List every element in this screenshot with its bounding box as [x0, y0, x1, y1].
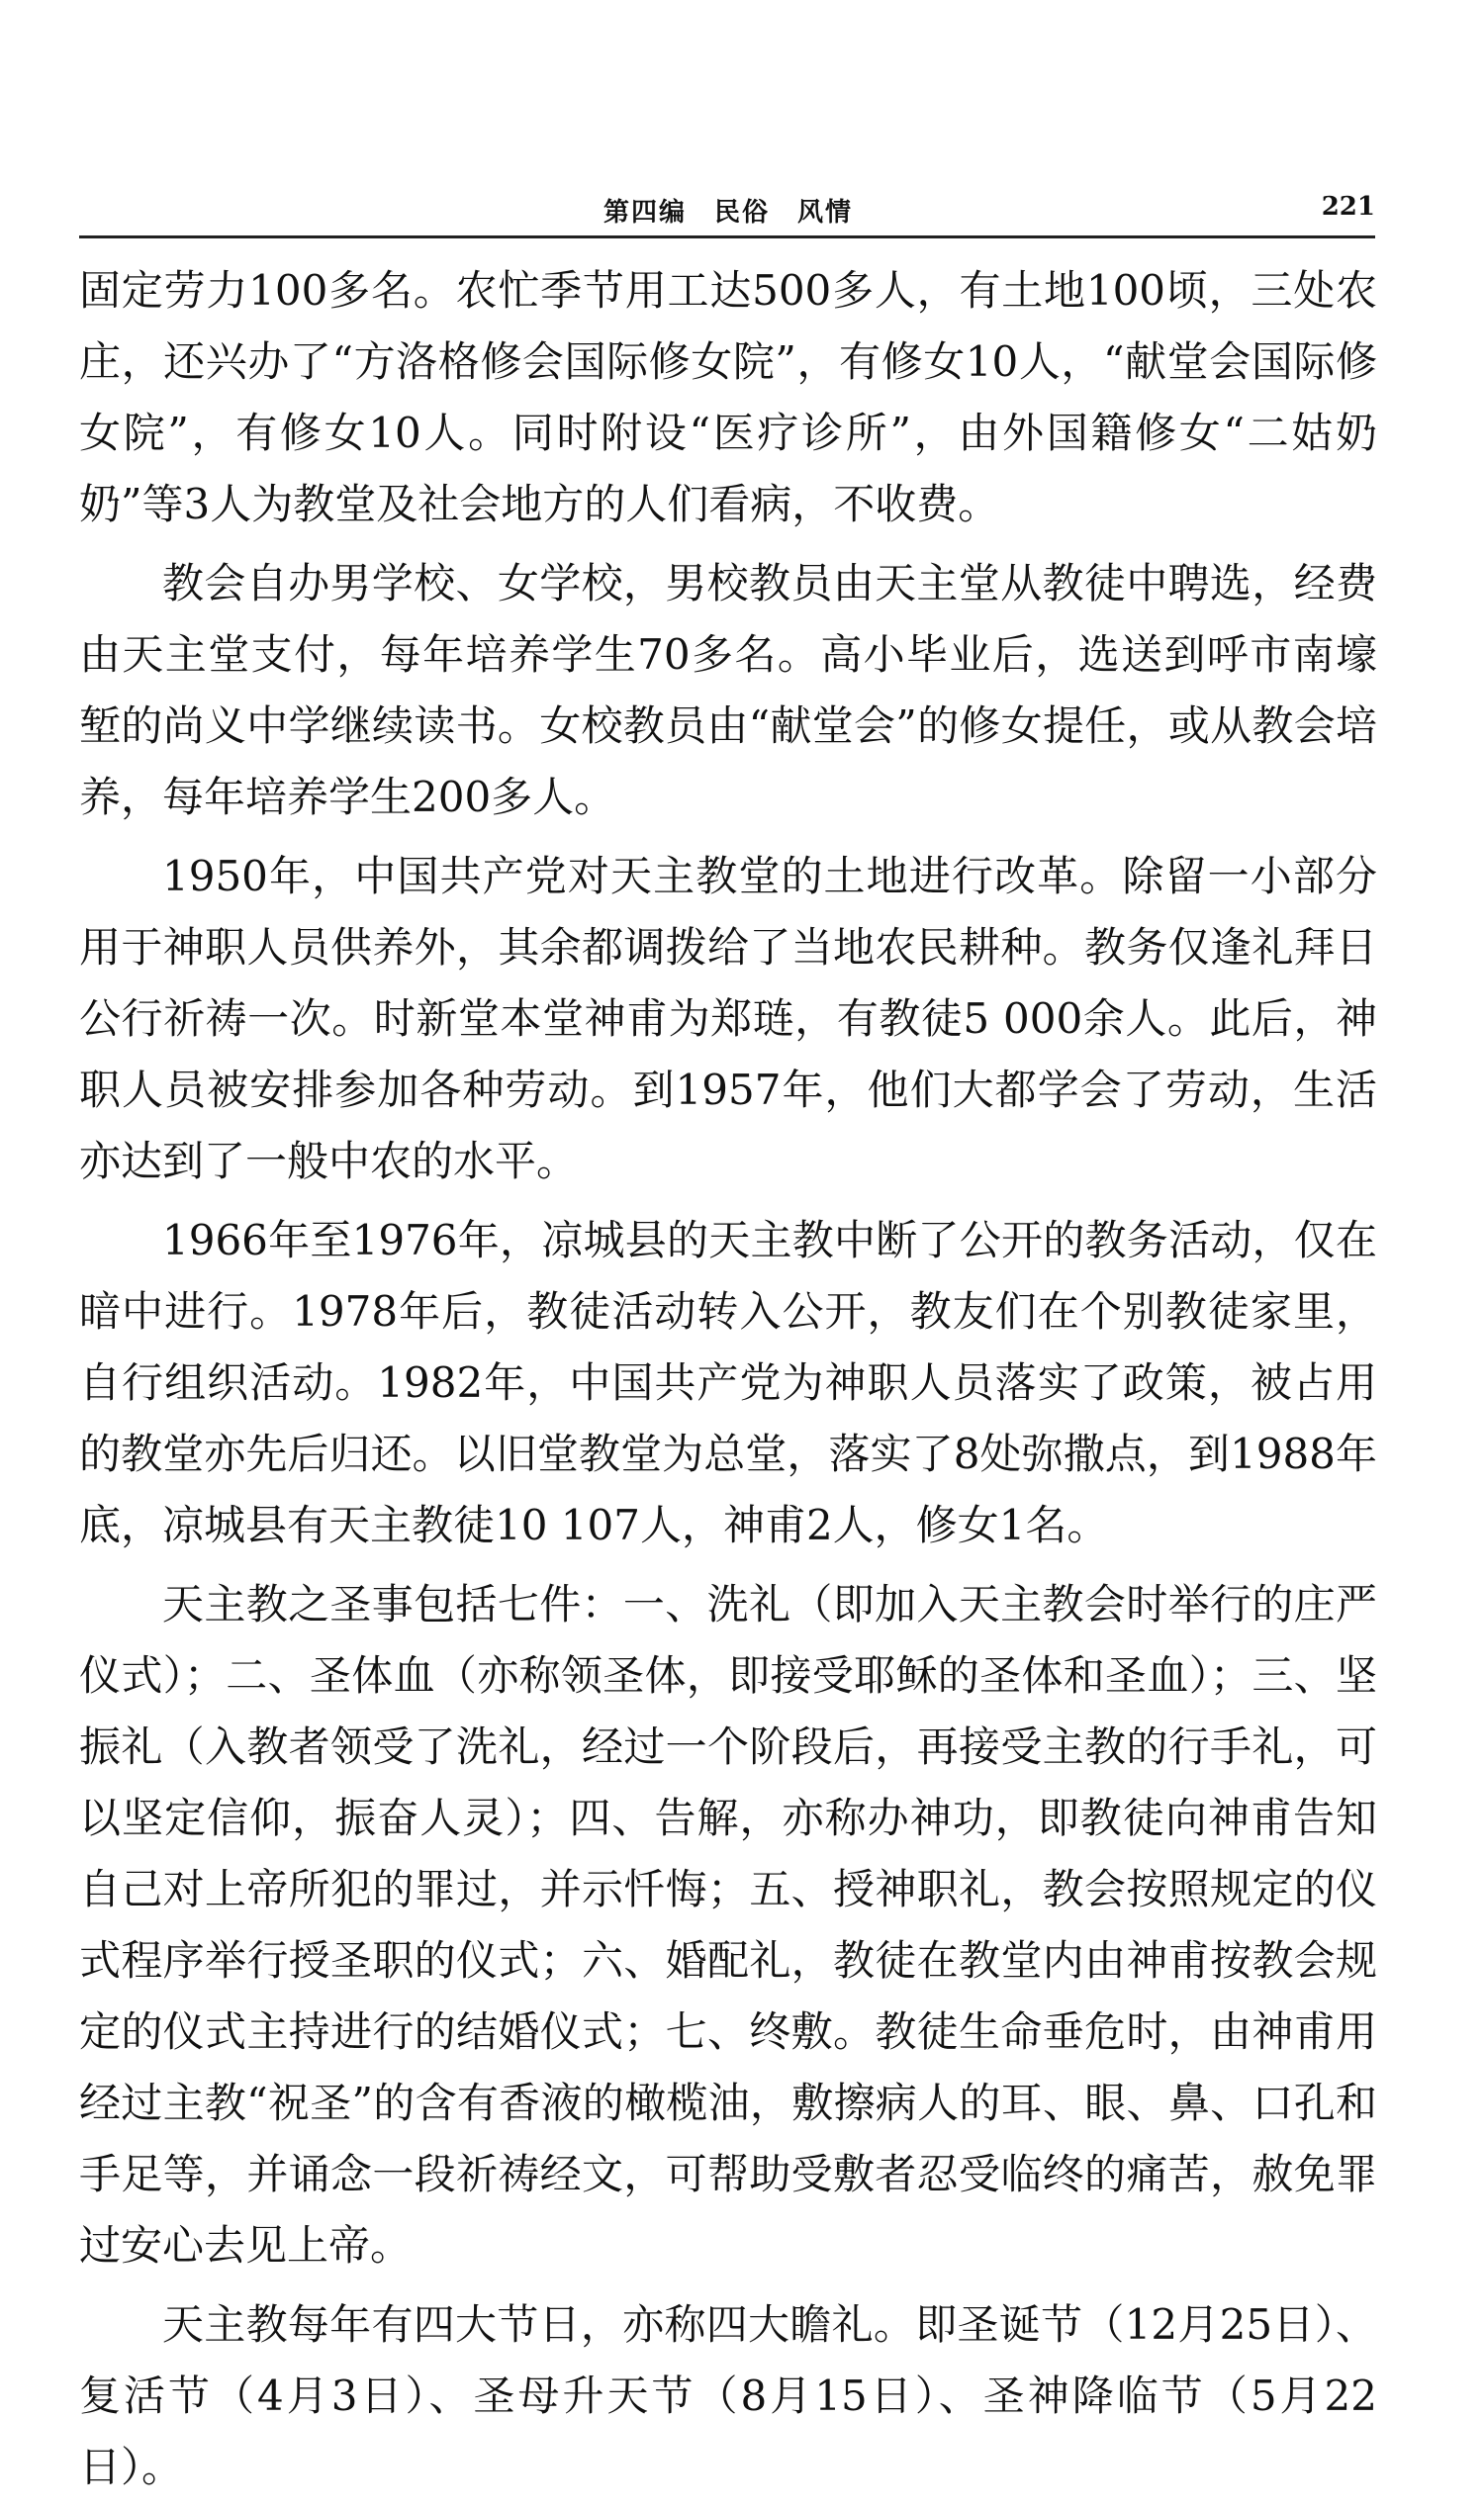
header-rule [79, 235, 1375, 238]
paragraph-continued: 固定劳力100多名。农忙季节用工达500多人，有土地100顷，三处农庄，还兴办了“方洛格修会国际修女院”，有修女10人，“献堂会国际修女院”，有修女10人。同时附设“医疗诊所”，由外国籍修女“二姑奶奶”等3人为教堂及社会地方的人们看病，不收费。 [79, 266, 1377, 528]
paragraph-1966-1988: 1966年至1976年，凉城县的天主教中断了公开的教务活动，仅在暗中进行。1978年后，教徒活动转入公开，教友们在个别教徒家里，自行组织活动。1982年，中国共产党为神职人员落实了政策，被占用的教堂亦先后归还。以旧堂教堂为总堂，落实了8处弥撒点，到1988年底，凉城县有天主教徒10 107人，神甫2人，修女1名。 [79, 1216, 1377, 1549]
running-title: 第四编 民俗 风情 [603, 198, 854, 228]
running-header [79, 188, 1375, 228]
paragraph-land-reform-1950: 1950年，中国共产党对天主教堂的土地进行改革。除留一小部分用于神职人员供养外，其余都调拨给了当地农民耕种。教务仅逢礼拜日公行祈祷一次。时新堂本堂神甫为郑琏，有教徒5 000余人。此后，神职人员被安排参加各种劳动。到1957年，他们大都学会了劳动，生活亦达到了一般中农的水平。 [79, 852, 1377, 1185]
body-text [79, 255, 1377, 2511]
page-number: 221 [1321, 192, 1375, 222]
paragraph-church-schools: 教会自办男学校、女学校，男校教员由天主堂从教徒中聘选，经费由天主堂支付，每年培养学生70多名。高小毕业后，选送到呼市南壕堑的尚义中学继续读书。女校教员由“献堂会”的修女提任，或从教会培养，每年培养学生200多人。 [79, 559, 1377, 821]
paragraph-seven-sacraments: 天主教之圣事包括七件：一、洗礼（即加入天主教会时举行的庄严仪式）；二、圣体血（亦称领圣体，即接受耶稣的圣体和圣血）；三、坚振礼（入教者领受了洗礼，经过一个阶段后，再接受主教的行手礼，可以坚定信仰，振奋人灵）；四、告解，亦称办神功，即教徒向神甫告知自己对上帝所犯的罪过，并示忏悔；五、授神职礼，教会按照规定的仪式程序举行授圣职的仪式；六、婚配礼，教徒在教堂内由神甫按教会规定的仪式主持进行的结婚仪式；七、终敷。教徒生命垂危时，由神甫用经过主教“祝圣”的含有香液的橄榄油，敷擦病人的耳、眼、鼻、口孔和手足等，并诵念一段祈祷经文，可帮助受敷者忍受临终的痛苦，赦免罪过安心去见上帝。 [79, 1580, 1377, 2270]
paragraph-four-feasts: 天主教每年有四大节日，亦称四大瞻礼。即圣诞节（12月25日）、复活节（4月3日）、圣母升天节（8月15日）、圣神降临节（5月22日）。 [79, 2300, 1377, 2491]
